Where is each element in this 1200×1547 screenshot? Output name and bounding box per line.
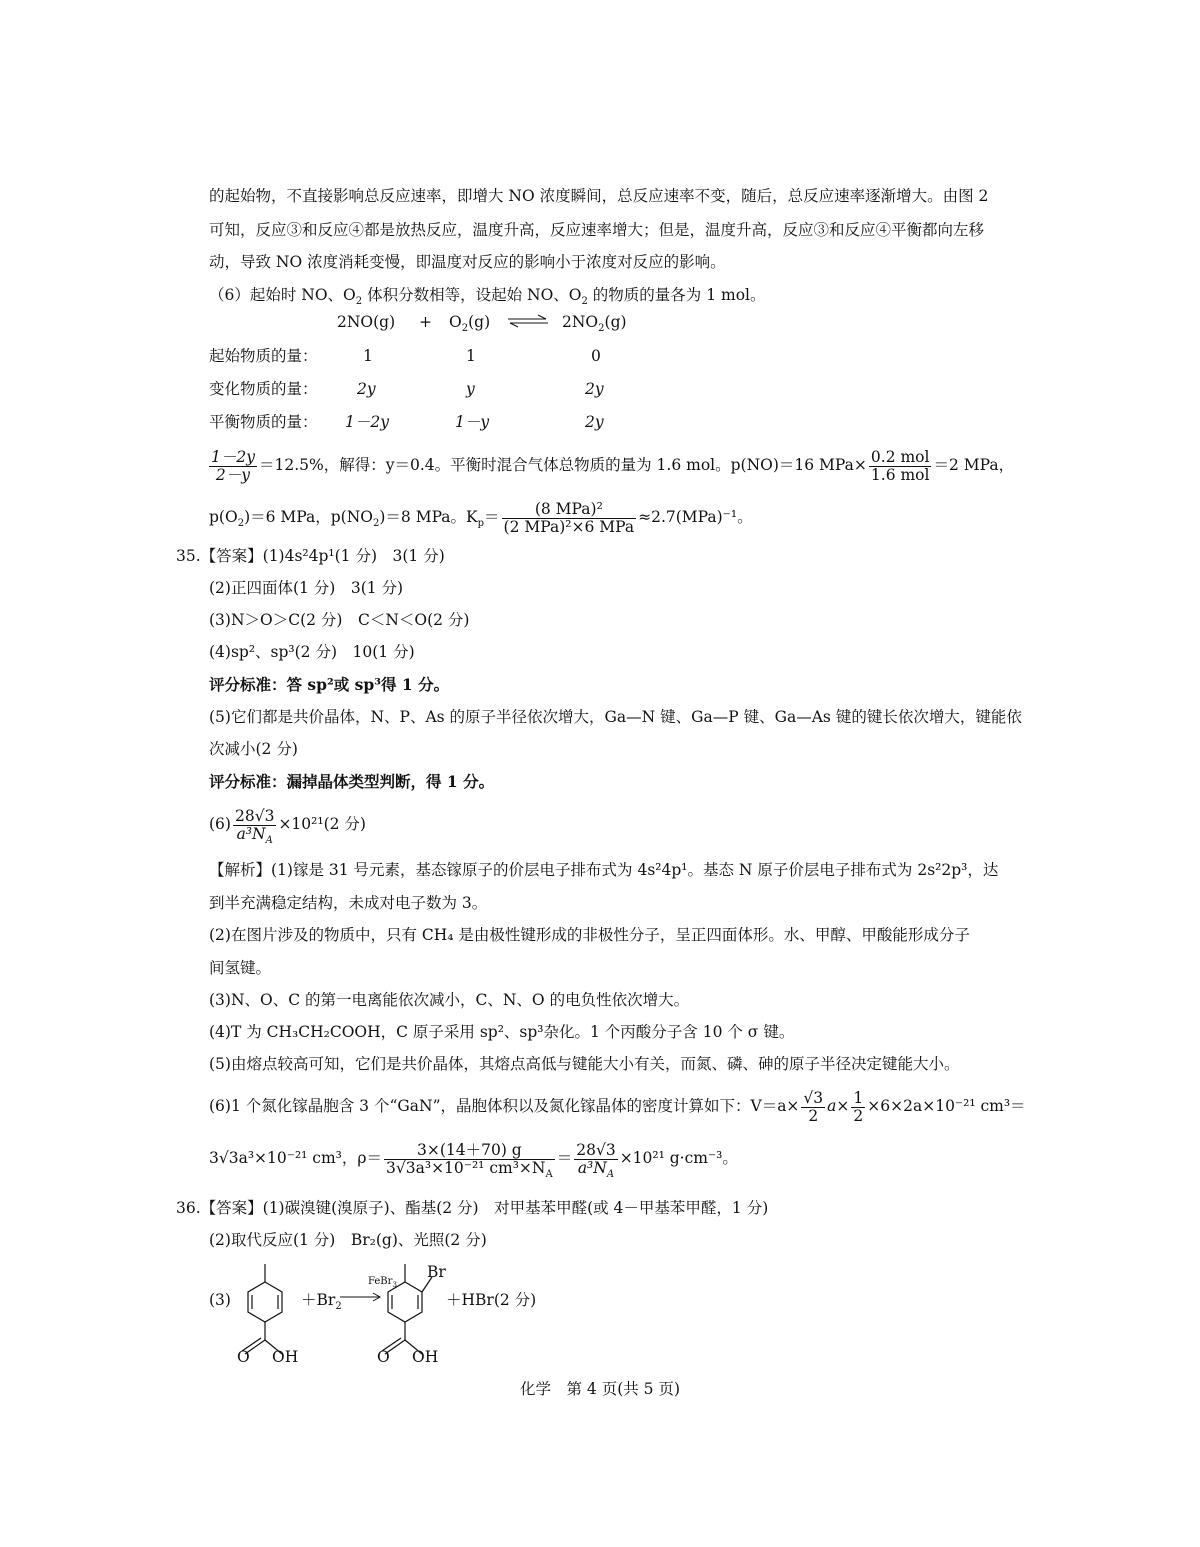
row-label: 变化物质的量： [209,380,318,398]
p6-solution-line: $\frac{1-2y}{2-y}$ ＝12.5%，解得：y＝0.4。平衡时混合气体总物质的量为 1.6 mol。p(NO)＝16 MPa× $\frac{\text{0.2 mol}}{\text{1.6 mol}}$ ＝2 MPa， [211,447,1015,484]
fraction: $\frac{1}{2}$ [853,1088,864,1125]
fraction: $\frac{3\times(14+70) g}{3√3a^3\times 10^{-21} cm^3\times N_A}$ [386,1140,553,1180]
q35-explain-1-cont: 到半充满稳定结构，未成对电子数为 3。 [209,894,488,912]
q35-answer-6: (6) $\frac{28√3}{a^3N_A}$ ×10²¹(2 分) [209,806,366,846]
q35-answer-4: (4)sp²、sp³(2 分) 10(1 分) [209,643,415,661]
q35-explain-5: (5)由熔点较高可知，它们是共价晶体，其熔点高低与键能大小有关，而氮、磷、砷的原子半径决定键能大小。 [209,1055,960,1073]
fraction: $\frac{\text{0.2 mol}}{\text{1.6 mol}}$ [870,447,930,484]
q35-answer-1: 35.【答案】(1)4s²4p¹(1 分) 3(1 分) [176,547,445,565]
equation-reactant-no: 2NO(g) [337,313,396,331]
equation-product-no2: $2NO_2(g)$ [562,313,627,335]
paragraph-line: 动，导致 NO 浓度消耗变慢，即温度对反应的影响小于浓度对反应的影响。 [209,253,726,271]
fraction: $\frac{1-2y}{2-y}$ [211,447,255,484]
equilibrium-arrow-icon [508,314,548,328]
row-value: 1－2y [345,413,389,431]
q35-answer-2: (2)正四面体(1 分) 3(1 分) [209,579,404,597]
oxygen-label: O [377,1348,390,1366]
fraction: $\frac{28√3}{a^3N_A}$ [234,806,275,846]
q36-answer-1: 36.【答案】(1)碳溴键(溴原子)、酯基(2 分) 对甲基苯甲醛(或 4－甲基苯甲醛，1 分) [176,1199,769,1217]
p6-intro: （6）起始时 NO、$O_2$ 体积分数相等，设起始 NO、$O_2$ 的物质的量各为 1 mol。 [209,286,766,308]
fraction: $\frac{28√3}{a^3N_A}$ [576,1140,616,1180]
row-value: 2y [357,380,376,398]
q35-explain-3: (3)N、O、C 的第一电离能依次减小，C、N、O 的电负性依次增大。 [209,991,690,1009]
row-value: y [466,380,475,398]
p6-kp-line: $p(O_2)=6$ MPa，$p(NO_2)=8$ MPa。$K_p=$ $\frac{\text{(8 MPa)²}}{\text{(2 MPa)²×6 MPa}}$ ≈2.7(MPa)⁻¹。 [209,499,753,536]
q36-answer-3-label: (3) [209,1291,231,1309]
paragraph-line: 可知，反应③和反应④都是放热反应，温度升高，反应速率增大；但是，温度升高，反应③和反应④平衡都向左移 [209,221,985,239]
plus-br2: $+Br_2$ [301,1291,342,1313]
paragraph-line: 的起始物，不直接影响总反应速率，即增大 NO 浓度瞬间，总反应速率不变，随后，总反应速率逐渐增大。由图 2 [209,187,989,205]
q35-explain-4: (4)T 为 CH₃CH₂COOH，C 原子采用 sp²、sp³杂化。1 个丙酸分子含 10 个 σ 键。 [209,1023,795,1041]
equation-reactant-o2: $O_2(g)$ [449,313,491,335]
q35-explain-7: 3√3a³×10⁻²¹ cm³，ρ＝ $\frac{3\times(14+70) g}{3√3a^3\times 10^{-21} cm^3\times N_A}$ ＝ $\frac{28√3}{a^3N_A}$ ×10²¹ g·cm⁻³。 [209,1140,738,1180]
plus-hbr: ＋HBr(2 分) [446,1291,537,1309]
row-value: 2y [585,380,604,398]
fraction: $\frac{\text{(8 MPa)²}}{\text{(2 MPa)²×6 MPa}}$ [503,499,635,536]
fraction: $\frac{√3}{2}$ [803,1088,824,1125]
q36-answer-2: (2)取代反应(1 分) Br₂(g)、光照(2 分) [209,1231,487,1249]
equation-plus: + [419,313,432,331]
q35-explain-2: (2)在图片涉及的物质中，只有 CH₄ 是由极性键形成的非极性分子，呈正四面体形。水、甲醇、甲酸能形成分子 [209,926,970,944]
q35-answer-5: (5)它们都是共价晶体，N、P、As 的原子半径依次增大，Ga—N 键、Ga—P 键、Ga—As 键的键长依次增大，键能依 [209,708,1022,726]
row-value: 1 [363,347,373,365]
oxygen-label: O [237,1348,250,1366]
bromine-label: Br [427,1263,446,1281]
row-value: 1－y [455,413,490,431]
q35-scoring-2: 评分标准：漏掉晶体类型判断，得 1 分。 [209,772,495,791]
row-label: 起始物质的量： [209,347,318,365]
row-value: 0 [591,347,601,365]
q35-answer-5-cont: 次减小(2 分) [209,740,298,758]
q35-explain-2-cont: 间氢键。 [209,959,272,977]
hydroxyl-label: OH [412,1348,439,1366]
row-value: 1 [466,347,476,365]
catalyst-label: FeBr$_3$ [368,1276,397,1289]
q35-answer-3: (3)N＞O＞C(2 分) C＜N＜O(2 分) [209,611,470,629]
q35-explain-1: 【解析】(1)镓是 31 号元素，基态镓原子的价层电子排布式为 4s²4p¹。基态 N 原子价层电子排布式为 2s²2p³，达 [209,861,999,879]
hydroxyl-label: OH [272,1348,299,1366]
row-value: 2y [585,413,604,431]
row-label: 平衡物质的量： [209,413,318,431]
q35-explain-6: (6)1 个氮化镓晶胞含 3 个“GaN”，晶胞体积以及氮化镓晶体的密度计算如下：V＝a× $\frac{√3}{2}$ a× $\frac{1}{2}$ ×6×2a×10⁻²¹ cm³＝ [209,1088,1026,1125]
page-footer: 化学 第 4 页(共 5 页) [519,1380,681,1398]
q35-scoring-1: 评分标准：答 sp²或 sp³得 1 分。 [209,675,450,694]
